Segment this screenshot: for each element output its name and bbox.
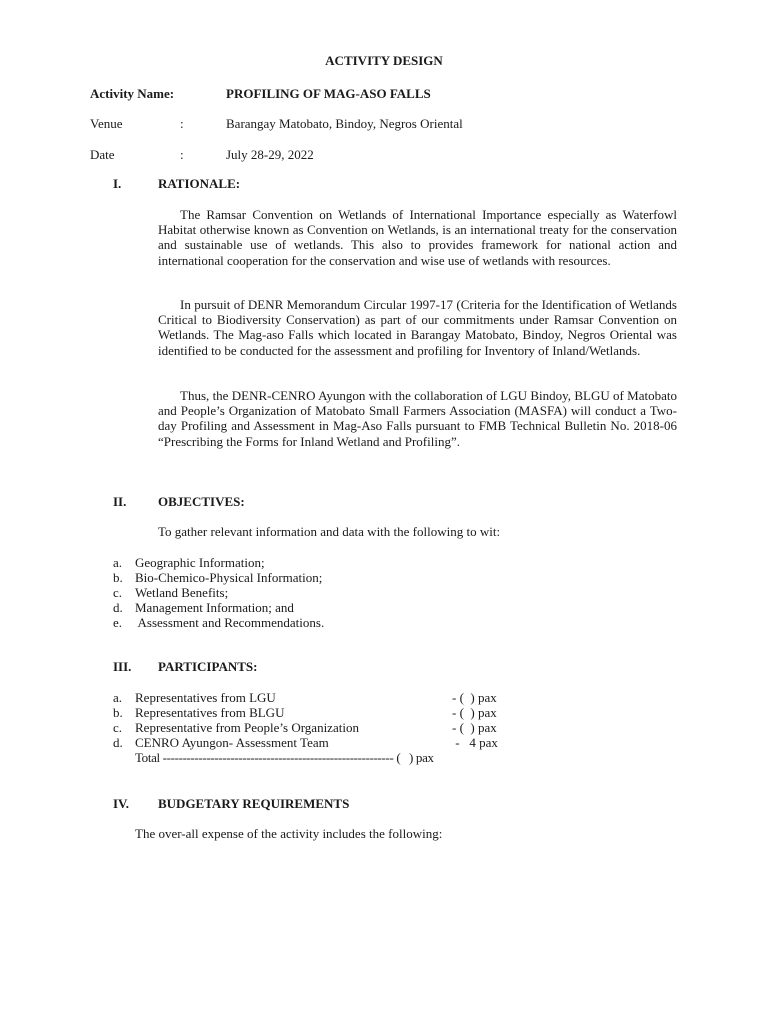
- objective-item: [113, 570, 322, 586]
- section-2-number: II.: [113, 494, 127, 509]
- document-title: ACTIVITY DESIGN: [325, 53, 443, 68]
- list-marker: a.: [113, 555, 123, 570]
- participant-item: [113, 720, 359, 736]
- list-marker: b.: [113, 570, 123, 585]
- objective-item: [113, 615, 324, 631]
- section-1-heading: RATIONALE:: [158, 176, 241, 191]
- list-marker: e.: [113, 615, 123, 630]
- participants-total: Total ---------------------------------------------------------- ( ) pax: [135, 750, 434, 765]
- list-marker: d.: [113, 735, 123, 750]
- list-marker: c.: [113, 585, 123, 600]
- list-item-text: CENRO Ayungon- Assessment Team: [135, 735, 329, 750]
- participant-item: [113, 735, 329, 751]
- activity-name-value: PROFILING OF MAG-ASO FALLS: [226, 86, 431, 101]
- list-item-text: Management Information; and: [135, 600, 294, 615]
- activity-name-label: Activity Name:: [90, 86, 175, 101]
- list-item-text: Representatives from LGU: [135, 690, 276, 705]
- participant-amount: - ( ) pax: [452, 705, 497, 720]
- rationale-paragraph: In pursuit of DENR Memorandum Circular 1997-17 (Criteria for the Identification of Wetlands Critical to Biodiversity Conservation) as part of our commitments under Ramsar Convention on Wetlands. The Mag-aso Falls which located in Barangay Matobato, Bindoy, Negros Oriental was identified to be conducted for the assessment and profiling for Inventory of Inland/Wetlands.: [158, 297, 677, 358]
- venue-label: Venue: [90, 116, 123, 131]
- list-item-text: Bio-Chemico-Physical Information;: [135, 570, 323, 585]
- rationale-paragraph: The Ramsar Convention on Wetlands of International Importance especially as Waterfowl Habitat otherwise known as Convention on Wetlands, is an international treaty for the conservation and sustainable use of wetlands. This also to provides framework for national action and international cooperation for the conservation and wise use of wetlands with resources.: [158, 207, 677, 268]
- participant-item: [113, 690, 276, 706]
- participant-item: [113, 705, 284, 721]
- list-marker: b.: [113, 705, 123, 720]
- list-item-text: Representatives from BLGU: [135, 705, 285, 720]
- rationale-paragraph: Thus, the DENR-CENRO Ayungon with the collaboration of LGU Bindoy, BLGU of Matobato and People’s Organization of Matobato Small Farmers Association (MASFA) will conduct a Two-day Profiling and Assessment in Mag-Aso Falls pursuant to FMB Technical Bulletin No. 2018-06 “Prescribing the Forms for Inland Wetland and Profiling”.: [158, 388, 677, 449]
- list-item-text: Assessment and Recommendations.: [135, 615, 325, 630]
- list-item-text: Wetland Benefits;: [135, 585, 229, 600]
- venue-separator: :: [180, 116, 184, 131]
- section-3-heading: PARTICIPANTS:: [158, 659, 258, 674]
- objective-item: [113, 555, 265, 571]
- list-marker: d.: [113, 600, 123, 615]
- objectives-intro: To gather relevant information and data with the following to wit:: [158, 524, 501, 539]
- participant-amount: - ( ) pax: [452, 720, 497, 735]
- budget-intro: The over-all expense of the activity includes the following:: [135, 826, 443, 841]
- list-marker: c.: [113, 720, 123, 735]
- date-label: Date: [90, 147, 115, 162]
- section-3-number: III.: [113, 659, 132, 674]
- section-4-heading: BUDGETARY REQUIREMENTS: [158, 796, 350, 811]
- date-value: July 28-29, 2022: [226, 147, 314, 162]
- section-1-number: I.: [113, 176, 122, 191]
- list-item-text: Representative from People’s Organization: [135, 720, 359, 735]
- list-item-text: Geographic Information;: [135, 555, 265, 570]
- list-marker: a.: [113, 690, 123, 705]
- venue-value: Barangay Matobato, Bindoy, Negros Oriental: [226, 116, 463, 131]
- objective-item: [113, 585, 228, 601]
- section-4-number: IV.: [113, 796, 130, 811]
- section-2-heading: OBJECTIVES:: [158, 494, 245, 509]
- objective-item: [113, 600, 294, 616]
- participant-amount: - ( ) pax: [452, 690, 497, 705]
- participant-amount: - 4 pax: [452, 735, 498, 750]
- date-separator: :: [180, 147, 184, 162]
